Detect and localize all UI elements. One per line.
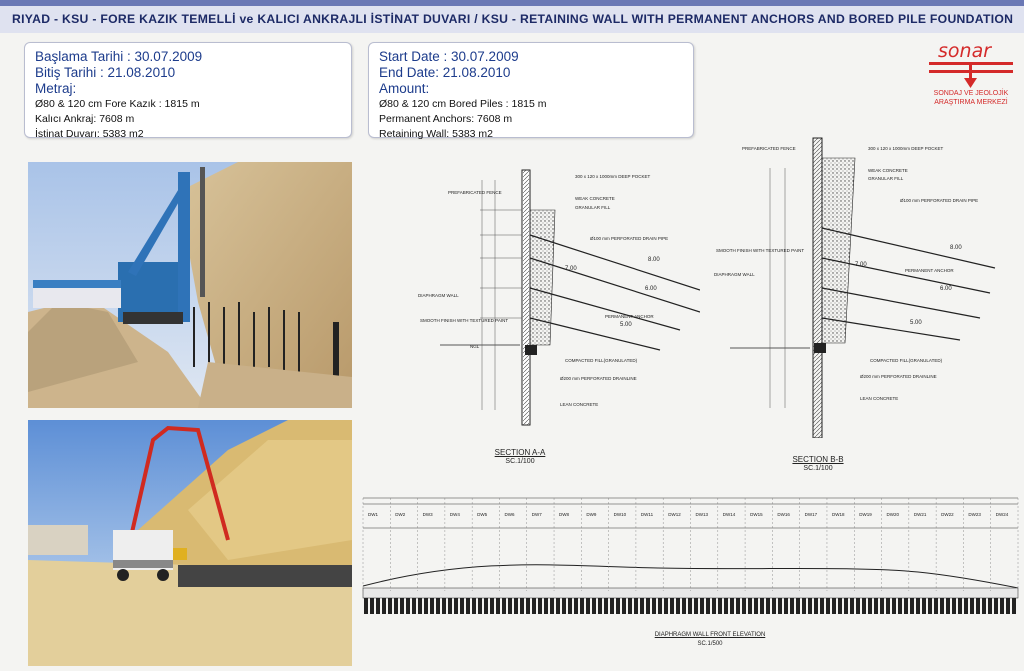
label-compacted-fill-a: COMPACTED FILL(GRANULATED) xyxy=(565,358,638,363)
panel-label-row xyxy=(365,512,1020,522)
logo-line-1: SONDAJ VE JEOLOJİK xyxy=(933,90,1009,97)
panel-label: DW2 xyxy=(395,512,406,517)
elevation-title: DIAPHRAGM WALL FRONT ELEVATION xyxy=(654,632,766,638)
wall-en: Retaining Wall: 5383 m2 xyxy=(379,128,494,140)
panel-label: DW22 xyxy=(941,512,954,517)
label-fence-b: PREFABRICATED FENCE xyxy=(742,146,796,151)
section-a-title: SECTION A-A xyxy=(494,448,546,457)
label-drain-pipe-a: Ø100 mm PERFORATED DRAIN PIPE xyxy=(590,236,669,241)
section-b-scale: SC.1/100 xyxy=(803,465,833,472)
anchor-length-3-a: 6.00 xyxy=(645,286,657,292)
section-a-scale: SC.1/100 xyxy=(505,458,535,465)
panel-label: DW16 xyxy=(777,512,790,517)
anchor-length-4-b: 5.00 xyxy=(910,320,922,326)
panel-label: DW11 xyxy=(640,512,654,517)
info-box-english xyxy=(368,42,694,138)
logo-line-2: ARAŞTIRMA MERKEZİ xyxy=(934,99,1008,106)
anchors-tr: Kalıcı Ankraj: 7608 m xyxy=(35,113,135,125)
title-bar xyxy=(0,0,1024,33)
anchor-length-2-a: 7.00 xyxy=(565,266,577,272)
panel-label: DW10 xyxy=(613,512,627,517)
label-deep-pocket-b: 300 x 120 x 1000mm DEEP POCKET xyxy=(868,146,944,151)
rig-photo xyxy=(28,162,352,408)
label-weak-concrete-b: WEAK CONCRETE xyxy=(868,168,908,173)
label-permanent-anchor-b: PERMANENT ANCHOR xyxy=(905,268,954,273)
label-lean-concrete-b: LEAN CONCRETE xyxy=(860,396,899,401)
anchor-length-1-b: 8.00 xyxy=(950,245,962,251)
truck-photo-illustration xyxy=(28,420,352,666)
section-b-drawing xyxy=(700,128,1000,438)
amount-heading-tr: Metraj: xyxy=(35,81,77,96)
panel-label: DW1 xyxy=(368,512,378,517)
truck-photo xyxy=(28,420,352,666)
panel-label: DW15 xyxy=(750,512,763,517)
logo-subtitle xyxy=(924,89,1018,107)
label-smooth-finish-b: SMOOTH FINISH WITH TEXTURED PAINT xyxy=(716,248,805,253)
end-date-en: End Date: 21.08.2010 xyxy=(379,65,511,80)
anchor-length-2-b: 7.00 xyxy=(855,262,867,268)
start-date-tr: Başlama Tarihi : 30.07.2009 xyxy=(35,49,203,64)
label-drainline-b: Ø200 mm PERFORATED DRAINLINE xyxy=(860,374,937,379)
elevation-scale: SC.1/500 xyxy=(697,641,723,647)
label-weak-concrete-a: WEAK CONCRETE xyxy=(575,196,615,201)
wall-tr: İstinat Duvarı: 5383 m2 xyxy=(35,128,144,140)
label-fence-a: PREFABRICATED FENCE xyxy=(448,190,502,195)
panel-label: DW20 xyxy=(886,512,900,517)
panel-label: DW23 xyxy=(968,512,981,517)
panel-label: DW3 xyxy=(422,512,433,517)
piles-en: Ø80 & 120 cm Bored Piles : 1815 m xyxy=(379,98,547,110)
anchor-length-4-a: 5.00 xyxy=(620,322,632,328)
panel-label: DW5 xyxy=(477,512,488,517)
rig-photo-illustration xyxy=(28,162,352,408)
label-lean-concrete-a: LEAN CONCRETE xyxy=(560,402,599,407)
label-smooth-finish-a: SMOOTH FINISH WITH TEXTURED PAINT xyxy=(420,318,509,323)
panel-label: DW18 xyxy=(831,512,845,517)
page-title: RIYAD - KSU - FORE KAZIK TEMELLİ ve KALICI ANKRAJLI İSTİNAT DUVARI / KSU - RETAINING WALL WITH PERMANENT ANCHORS AND BORED PILE FOUNDATION xyxy=(12,12,1014,26)
logo-mark-icon xyxy=(924,40,1018,90)
piles-tr: Ø80 & 120 cm Fore Kazık : 1815 m xyxy=(35,98,200,110)
section-b-title: SECTION B-B xyxy=(792,455,844,464)
panel-label: DW24 xyxy=(995,512,1009,517)
panel-label: DW17 xyxy=(804,512,818,517)
label-diaphragm-wall-a: DIAPHRAGM WALL xyxy=(418,293,459,298)
panel-label: DW14 xyxy=(722,512,736,517)
panel-label: DW21 xyxy=(913,512,927,517)
label-ngl-a: NGL xyxy=(470,344,480,349)
logo-word: sonar xyxy=(938,40,992,62)
panel-label: DW8 xyxy=(559,512,570,517)
anchor-length-1-a: 8.00 xyxy=(648,257,660,263)
panel-label: DW19 xyxy=(859,512,872,517)
start-date-en: Start Date : 30.07.2009 xyxy=(379,49,519,64)
label-deep-pocket-a: 300 x 120 x 1000mm DEEP POCKET xyxy=(575,174,651,179)
label-drainline-a: Ø200 mm PERFORATED DRAINLINE xyxy=(560,376,637,381)
label-diaphragm-wall-b: DIAPHRAGM WALL xyxy=(714,272,755,277)
label-granular-fill-a: GRANULAR FILL xyxy=(575,205,611,210)
label-drain-pipe-b: Ø100 mm PERFORATED DRAIN PIPE xyxy=(900,198,979,203)
panel-label: DW12 xyxy=(668,512,681,517)
panel-label: DW9 xyxy=(586,512,597,517)
panel-label: DW7 xyxy=(531,512,542,517)
panel-label: DW4 xyxy=(449,512,460,517)
label-permanent-anchor-a: PERMANENT ANCHOR xyxy=(605,314,654,319)
panel-label: DW13 xyxy=(695,512,709,517)
sonar-logo xyxy=(924,40,1018,112)
info-box-turkish xyxy=(24,42,352,138)
amount-heading-en: Amount: xyxy=(379,81,430,96)
anchors-en: Permanent Anchors: 7608 m xyxy=(379,113,513,125)
end-date-tr: Bitiş Tarihi : 21.08.2010 xyxy=(35,65,176,80)
anchor-length-3-b: 6.00 xyxy=(940,286,952,292)
panel-label: DW6 xyxy=(504,512,515,517)
label-compacted-fill-b: COMPACTED FILL(GRANULATED) xyxy=(870,358,943,363)
label-granular-fill-b: GRANULAR FILL xyxy=(868,176,904,181)
